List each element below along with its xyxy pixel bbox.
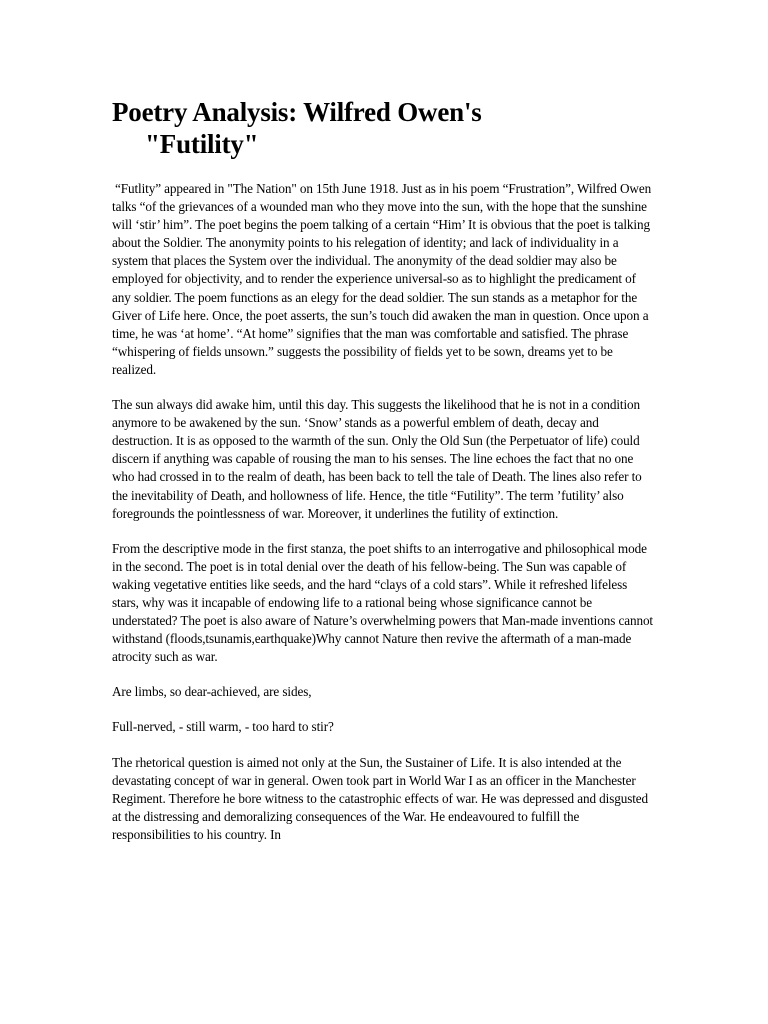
title-line-1: Poetry Analysis: Wilfred Owen's	[112, 97, 482, 127]
title-line-2: "Futility"	[145, 129, 259, 159]
document-page	[112, 96, 656, 861]
paragraph-4: The rhetorical question is aimed not only at the Sun, the Sustainer of Life. It is also intended at the devastating concept of war in general. Owen took part in World War I as an officer in the Manchester Regiment. Therefore he bore witness to the catastrophic effects of war. He was depressed and disgusted at the distressing and demoralizing consequences of the War. He endeavoured to fulfill the responsibilities to his country. In	[112, 754, 649, 842]
paragraph-1: “Futlity” appeared in "The Nation" on 15th June 1918. Just as in his poem “Frustration”, Wilfred Owen talks “of the grievances of a wounded man who they move into the sun, with the hope that the sunshine will ‘stir’ him”. The poet begins the poem talking of a certain “Him’ It is obvious that the poet is talking about the Soldier. The anonymity points to his relegation of identity; and lack of individuality in a system that places the System over the individual. The anonymity of the dead soldier may also be employed for objectivity, and to render the experience universal-so as to highlight the predicament of any soldier. The poem functions as an elegy for the dead soldier. The sun stands as a metaphor for the Giver of Life here. Once, the poet asserts, the sun’s touch did awaken the man in question. Once upon a time, he was ‘at home’. “At home” signifies that the man was comfortable and satisfied. The phrase “whispering of fields unsown.” suggests the possibility of fields yet to be sown, dreams yet to be realized.	[112, 181, 652, 377]
paragraph-3: From the descriptive mode in the first stanza, the poet shifts to an interrogative and philosophical mode in the second. The poet is in total denial over the death of his fellow-being. The Sun was capable of waking vegetative entities like seeds, and the hard “clays of a cold stars”. While it refreshed lifeless stars, why was it incapable of endowing life to a rational being whose significance cannot be understated? The poet is also aware of Nature’s overwhelming powers that Man-made inventions cannot withstand (floods,tsunamis,earthquake)Why cannot Nature then revive the aftermath of a man-made atrocity such as war.	[112, 540, 654, 665]
document-title	[112, 96, 656, 160]
document-body	[112, 180, 656, 844]
quote-line-1: Are limbs, so dear-achieved, are sides,	[112, 684, 312, 700]
paragraph-2: The sun always did awake him, until this day. This suggests the likelihood that he is not in a condition anymore to be awakened by the sun. ‘Snow’ stands as a powerful emblem of death, decay and destruction. It is as opposed to the warmth of the sun. Only the Old Sun (the Perpetuator of life) could discern if anything was capable of rousing the man to his senses. The line echoes the fact that no one who had crossed in to the realm of death, has been back to tell the tale of Death. The lines also refer to the inevitability of Death, and hollowness of life. Hence, the title “Futility”. The term ’futility’ also foregrounds the pointlessness of war. Moreover, it underlines the futility of extinction.	[112, 397, 642, 521]
quote-line-2: Full-nerved, - still warm, - too hard to stir?	[112, 719, 334, 735]
